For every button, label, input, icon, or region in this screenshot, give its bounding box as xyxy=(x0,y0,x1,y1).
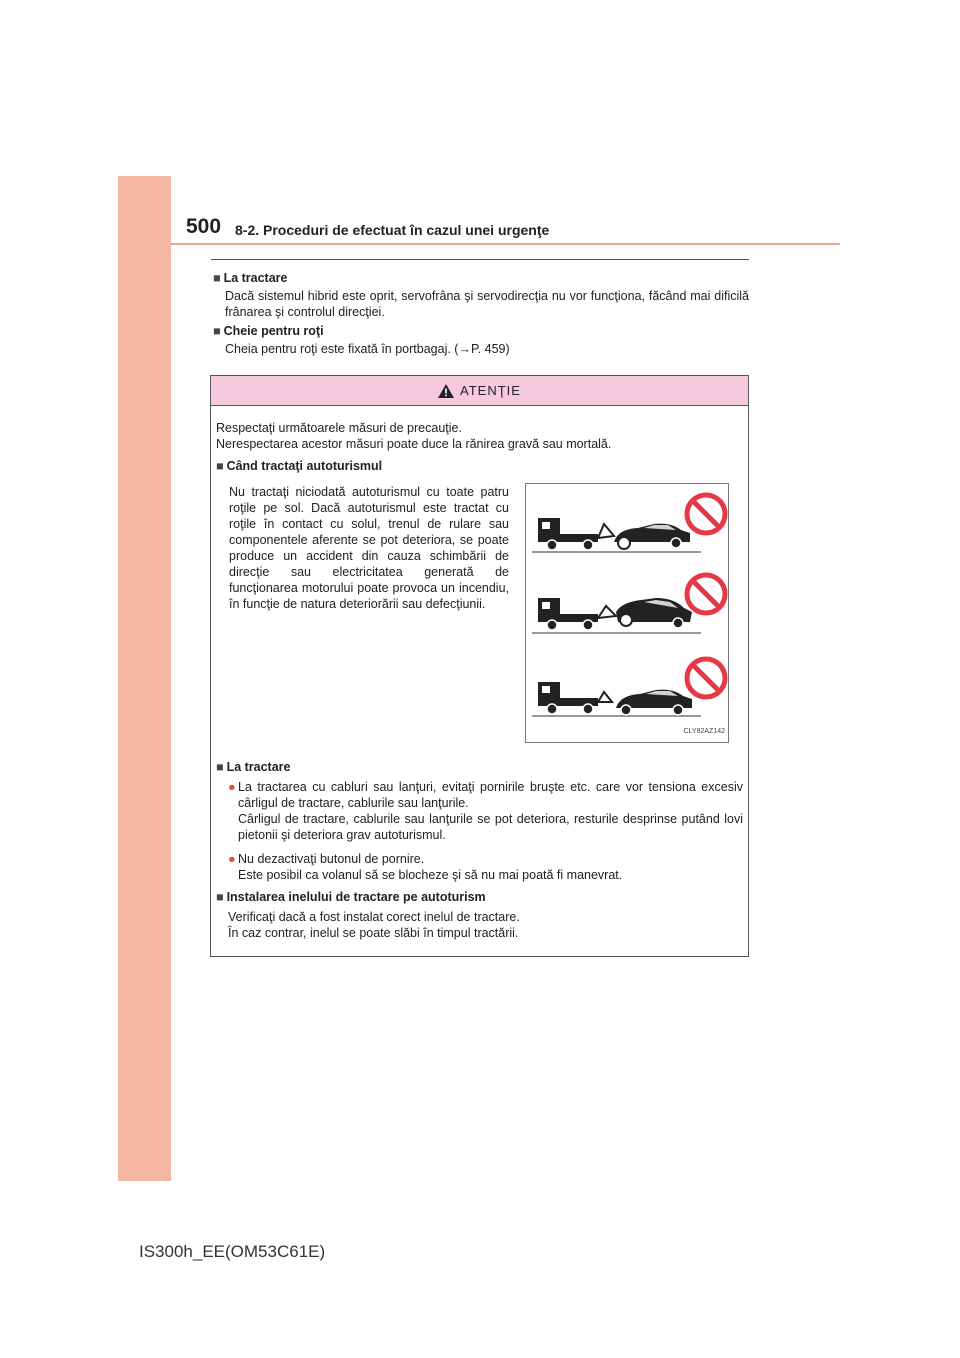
warning-intro: Respectaţi următoarele măsuri de precauţie. Nerespectarea acestor măsuri poate duce la rănirea gravă sau mortală. xyxy=(216,421,612,451)
bullet-item: ● La tractarea cu cabluri sau lanţuri, evitaţi pornirile bruşte etc. care vor tensiona excesiv cârligul de tractare, cablurile sau lanţurile. Cârligul de tractare, cablurile sau lanţurile se pot deteriora, resturile desprinse putând lovi pietonii şi deteriora grav autoturismul. xyxy=(228,780,743,842)
section-heading-tractare: ■ La tractare xyxy=(213,271,288,285)
bullet-dot-icon: ● xyxy=(228,780,236,794)
towing-row xyxy=(216,484,743,743)
warning-heading-tractare: ■ La tractare xyxy=(216,760,291,774)
bullet-item: ● Nu dezactivaţi butonul de pornire. Este posibil ca volanul să se blocheze şi să nu mai poată fi manevrat. xyxy=(228,852,623,882)
prohibition-icon xyxy=(687,575,725,613)
heading-square-icon: ■ xyxy=(213,324,221,338)
warning-box xyxy=(210,375,749,957)
heading-square-icon: ■ xyxy=(216,760,224,774)
tow-truck-scene-2 xyxy=(532,598,701,633)
side-tab-strip xyxy=(118,176,171,1181)
prohibition-icon xyxy=(687,495,725,533)
section-text-tractare: Dacă sistemul hibrid este oprit, servofrâna şi servodirecţia nu vor funcţiona, făcând mai dificilă frânarea şi controlul direcţiei. xyxy=(225,289,749,319)
model-code: IS300h_EE(OM53C61E) xyxy=(139,1242,326,1261)
tow-truck-scene-1 xyxy=(532,518,701,552)
ring-text: Verificaţi dacă a fost instalat corect inelul de tractare. În caz contrar, inelul se poate slăbi în timpul tractării. xyxy=(228,910,520,940)
towing-illustration xyxy=(525,483,729,743)
warning-body xyxy=(211,406,748,941)
towing-figure xyxy=(526,484,728,742)
body-content xyxy=(213,270,749,360)
section-heading-cheie: ■ Cheie pentru roţi xyxy=(213,324,324,338)
towing-text: Nu tractaţi niciodată autoturismul cu toate patru roţile pe sol. Dacă autoturismul este tractat cu roţile în contact cu solul, trenul de rulare sau componentele aferente se pot deteriora, se poate produce un accident din cauza schimbării de direcţie sau electricitatea generată de funcţionarea motorului poate provoca un incendiu, în funcţie de natura deteriorării sau defecţiunii. xyxy=(229,485,509,611)
figure-id: CLY82AZ142 xyxy=(683,728,725,735)
content-rule xyxy=(211,259,749,260)
header-rule xyxy=(171,243,840,245)
warning-title: ATENŢIE xyxy=(460,383,521,398)
warning-heading-towing: ■ Când tractaţi autoturismul xyxy=(216,459,383,473)
warning-triangle-icon xyxy=(438,384,454,398)
prohibition-icon xyxy=(687,659,725,697)
page-number: 500 xyxy=(186,215,222,238)
warning-header xyxy=(211,376,748,406)
heading-square-icon: ■ xyxy=(216,459,224,473)
section-title: 8-2. Proceduri de efectuat în cazul unei urgenţe xyxy=(235,222,550,238)
section-text-cheie: Cheia pentru roţi este fixată în portbagaj. (→P. 459) xyxy=(225,342,510,356)
heading-square-icon: ■ xyxy=(216,890,224,904)
warning-heading-ring: ■ Instalarea inelului de tractare pe autoturism xyxy=(216,890,486,904)
heading-square-icon: ■ xyxy=(213,271,221,285)
bullet-dot-icon: ● xyxy=(228,852,236,866)
tow-truck-scene-3 xyxy=(532,682,701,716)
